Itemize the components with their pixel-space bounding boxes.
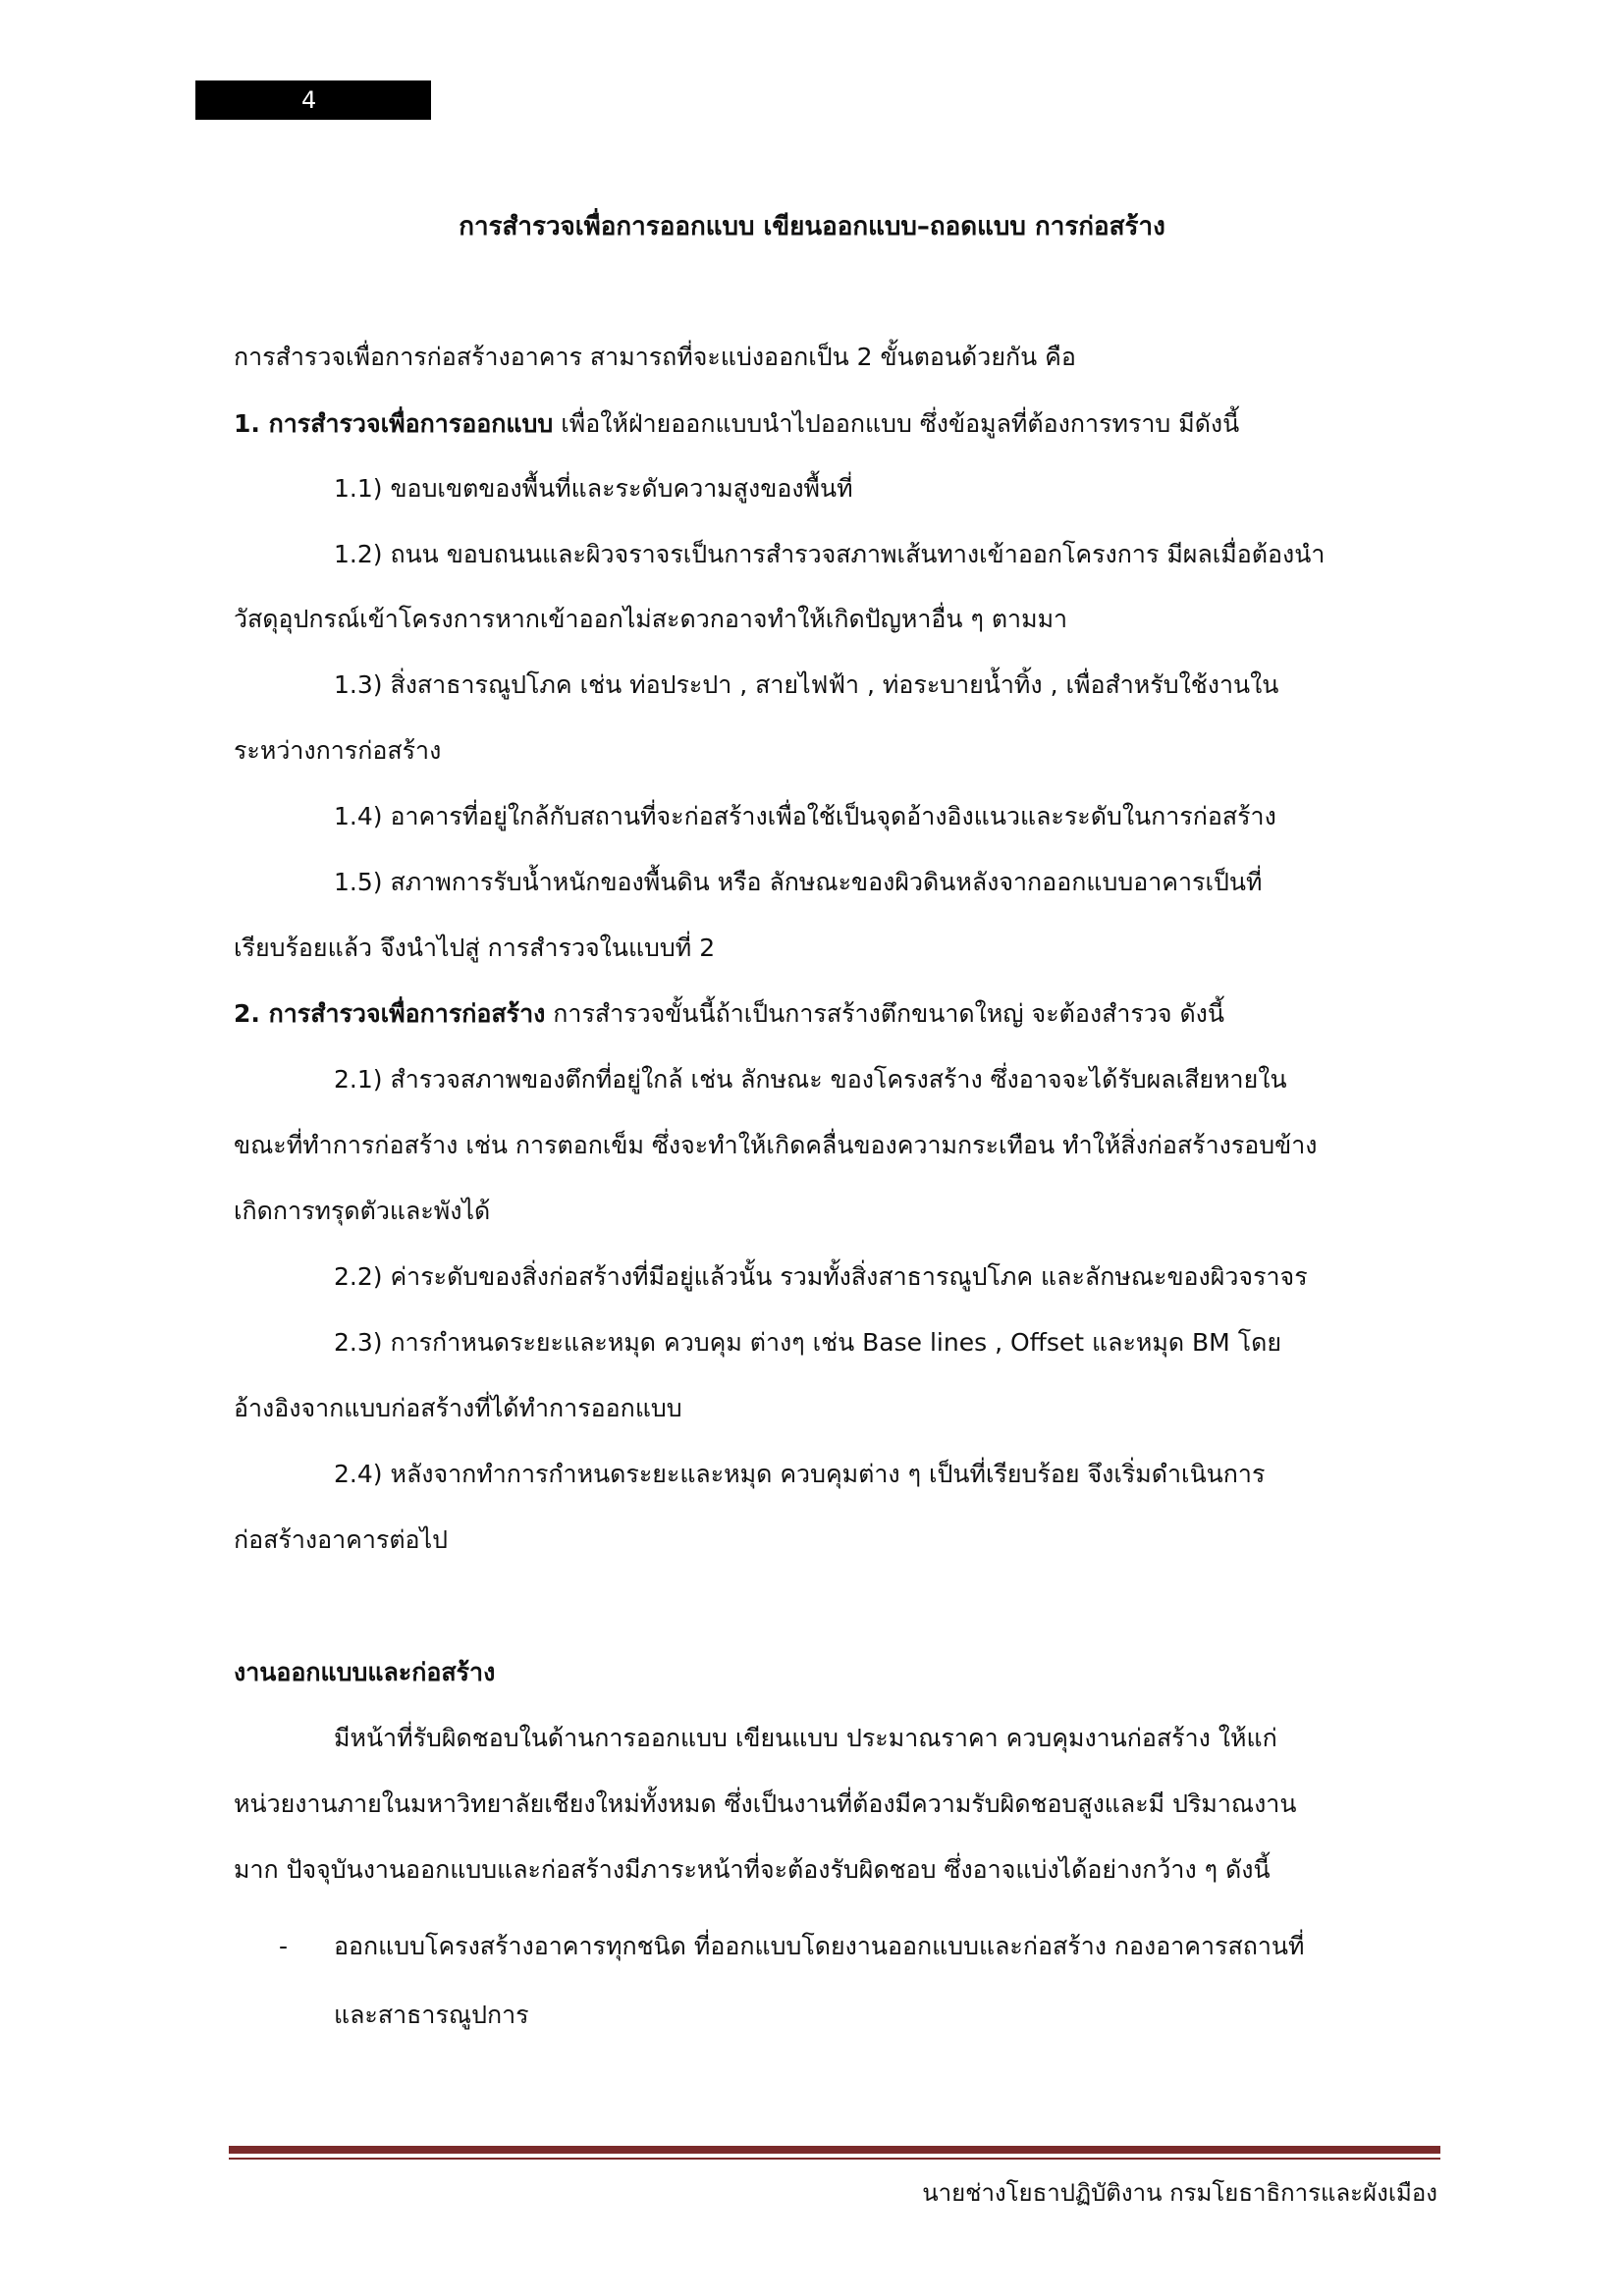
section1-heading: 1. การสำรวจเพื่อการออกแบบ [234,409,554,438]
page-number-bar [195,80,431,120]
item-2-3: 2.3) การกำหนดระยะและหมุด ควบคุม ต่างๆ เช่น Base lines , Offset และหมุด BM โดย [334,1328,1282,1357]
item-1-3: 1.3) สิ่งสาธารณูปโภค เช่น ท่อประปา , สายไฟฟ้า , ท่อระบายน้ำทิ้ง , เพื่อสำหรับใช้งานใน [334,670,1279,699]
item-2-4: 2.4) หลังจากทำการกำหนดระยะและหมุด ควบคุมต่าง ๆ เป็นที่เรียบร้อย จึงเริ่มดำเนินการ [334,1460,1266,1488]
footer-rule [229,2146,1440,2154]
item-1-1: 1.1) ขอบเขตของพื้นที่และระดับความสูงของพื้นที่ [334,474,853,503]
item-1-2: 1.2) ถนน ขอบถนนและผิวจราจรเป็นการสำรวจสภาพเส้นทางเข้าออกโครงการ มีผลเมื่อต้องนำ [334,540,1326,568]
section1-text: เพื่อให้ฝ่ายออกแบบนำไปออกแบบ ซึ่งข้อมูลที่ต้องการทราบ มีดังนี้ [553,409,1240,438]
section3-heading-text: งานออกแบบและก่อสร้าง [234,1658,496,1686]
item-2-2: 2.2) ค่าระดับของสิ่งก่อสร้างที่มีอยู่แล้วนั้น รวมทั้งสิ่งสาธารณูปโภค และลักษณะของผิวจราจร [334,1262,1308,1291]
item-1-5-cont: เรียบร้อยแล้ว จึงนำไปสู่ การสำรวจในแบบที่ 2 [234,934,716,962]
item-2-1-cont-a: ขณะที่ทำการก่อสร้าง เช่น การตอกเข็ม ซึ่งจะทำให้เกิดคลื่นของความกระเทือน ทำให้สิ่งก่อสร้างรอบข้าง [234,1131,1318,1159]
bullet-line2: และสาธารณูปการ [334,2001,529,2029]
item-2-4-cont: ก่อสร้างอาคารต่อไป [234,1525,449,1554]
page-number: 4 [301,86,317,114]
item-1-4: 1.4) อาคารที่อยู่ใกล้กับสถานที่จะก่อสร้างเพื่อใช้เป็นจุดอ้างอิงแนวและระดับในการก่อสร้าง [334,802,1276,830]
footer-rule-thin [229,2158,1440,2160]
item-2-3-cont: อ้างอิงจากแบบก่อสร้างที่ได้ทำการออกแบบ [234,1394,682,1422]
section3-heading [234,1653,495,1692]
item-1-5: 1.5) สภาพการรับน้ำหนักของพื้นดิน หรือ ลักษณะของผิวดินหลังจากออกแบบอาคารเป็นที่ [334,868,1263,896]
section2-line [234,994,1224,1034]
section3-para-line2: หน่วยงานภายในมหาวิทยาลัยเชียงใหม่ทั้งหมด ซึ่งเป็นงานที่ต้องมีความรับผิดชอบสูงและมี ปริมาณงาน [234,1789,1297,1818]
item-1-3-cont: ระหว่างการก่อสร้าง [234,736,442,765]
intro-line: การสำรวจเพื่อการก่อสร้างอาคาร สามารถที่จะแบ่งออกเป็น 2 ขั้นตอนด้วยกัน คือ [234,343,1076,371]
section1-line [234,404,1239,444]
bullet-line1: ออกแบบโครงสร้างอาคารทุกชนิด ที่ออกแบบโดยงานออกแบบและก่อสร้าง กองอาคารสถานที่ [334,1932,1305,1960]
section3-para-line1: มีหน้าที่รับผิดชอบในด้านการออกแบบ เขียนแบบ ประมาณราคา ควบคุมงานก่อสร้าง ให้แก่ [334,1724,1277,1752]
footer-text: นายช่างโยธาปฏิบัติงาน กรมโยธาธิการและผังเมือง [922,2179,1437,2207]
section2-heading: 2. การสำรวจเพื่อการก่อสร้าง [234,999,546,1028]
item-2-1-cont-b: เกิดการทรุดตัวและพังได้ [234,1197,491,1225]
item-1-2-cont: วัสดุอุปกรณ์เข้าโครงการหากเข้าออกไม่สะดวกอาจทำให้เกิดปัญหาอื่น ๆ ตามมา [234,605,1068,633]
page-title: การสำรวจเพื่อการออกแบบ เขียนออกแบบ–ถอดแบบ การก่อสร้าง [459,212,1165,241]
section2-text: การสำรวจขั้นนี้ถ้าเป็นการสร้างตึกขนาดใหญ่ จะต้องสำรวจ ดังนี้ [545,999,1224,1028]
item-2-1: 2.1) สำรวจสภาพของตึกที่อยู่ใกล้ เช่น ลักษณะ ของโครงสร้าง ซึ่งอาจจะได้รับผลเสียหายใน [334,1065,1287,1094]
bullet-dash: - [279,1932,289,1960]
section3-para-line3: มาก ปัจจุบันงานออกแบบและก่อสร้างมีภาระหน้าที่จะต้องรับผิดชอบ ซึ่งอาจแบ่งได้อย่างกว้าง ๆ ดังนี้ [234,1855,1271,1884]
